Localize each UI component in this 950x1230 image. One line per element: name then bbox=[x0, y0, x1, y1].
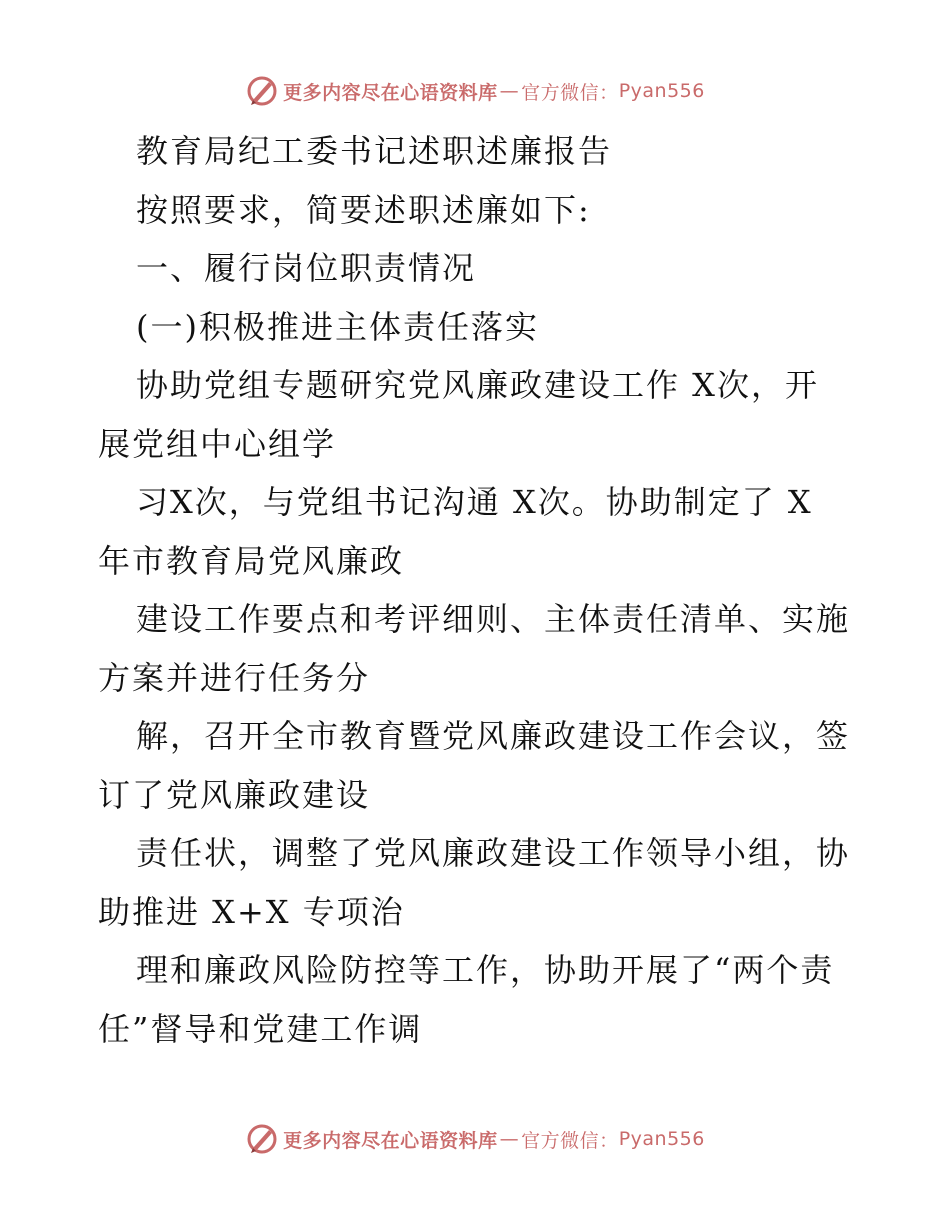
watermark-wechat-id: Pyan556 bbox=[618, 1128, 705, 1150]
paragraph-line: 解，召开全市教育暨党风廉政建设工作会议，签 bbox=[136, 717, 851, 755]
paragraph-line: 协助党组专题研究党风廉政建设工作 X次，开 bbox=[136, 366, 819, 404]
subsection-heading: (一)积极推进主体责任落实 bbox=[136, 307, 539, 346]
watermark-text: 更多内容尽在心语资料库 bbox=[283, 81, 498, 104]
watermark-text: 更多内容尽在心语资料库 bbox=[283, 1129, 498, 1152]
header-watermark bbox=[0, 74, 950, 108]
paragraph-line: 任”督导和党建工作调 bbox=[98, 1009, 423, 1048]
paragraph-line: 理和廉政风险防控等工作，协助开展了“两个责 bbox=[136, 951, 835, 989]
paragraph-line: 方案并进行任务分 bbox=[98, 658, 371, 697]
paragraph-line: 订了党风廉政建设 bbox=[98, 775, 371, 814]
watermark-dash: — bbox=[499, 1128, 520, 1150]
paragraph-line: 按照要求，简要述职述廉如下: bbox=[136, 190, 591, 229]
watermark-wechat-label: 官方微信： bbox=[521, 81, 619, 104]
watermark-dash: — bbox=[499, 80, 520, 102]
section-heading: 一、履行岗位职责情况 bbox=[136, 249, 477, 287]
paragraph-line: 展党组中心组学 bbox=[98, 424, 337, 463]
watermark-wechat-label: 官方微信： bbox=[521, 1129, 619, 1152]
footer-watermark bbox=[0, 1122, 950, 1156]
pen-logo-icon bbox=[245, 1122, 279, 1156]
watermark-wechat-id: Pyan556 bbox=[618, 80, 705, 102]
paragraph-line: 年市教育局党风廉政 bbox=[98, 541, 405, 580]
pen-logo-icon bbox=[245, 74, 279, 108]
paragraph-line: 助推进 X+X 专项治 bbox=[98, 892, 405, 931]
paragraph-line: 习X次，与党组书记沟通 X次。协助制定了 X bbox=[136, 483, 813, 521]
document-body bbox=[98, 122, 858, 1058]
paragraph-line: 建设工作要点和考评细则、主体责任清单、实施 bbox=[136, 600, 851, 638]
document-title: 教育局纪工委书记述职述廉报告 bbox=[136, 132, 613, 170]
paragraph-line: 责任状，调整了党风廉政建设工作领导小组，协 bbox=[136, 834, 851, 872]
